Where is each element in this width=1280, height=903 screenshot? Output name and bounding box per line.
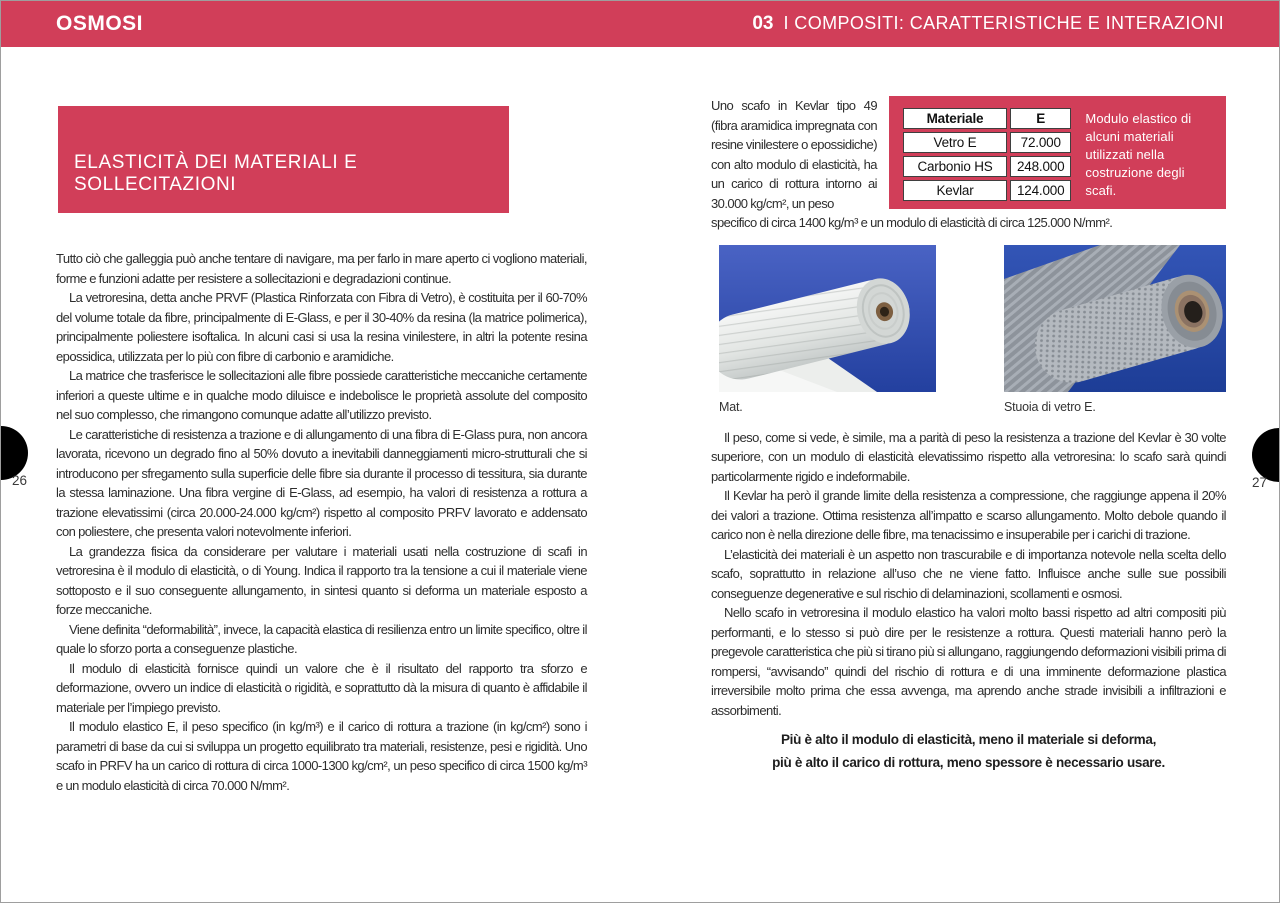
binding-notch-right <box>1252 428 1280 482</box>
paragraph: La vetroresina, detta anche PRVF (Plastica Rinforzata con Fibra di Vetro), è costituita per il 60-70% del volume totale da fibre, principalmente di E-Glass, e per il 30-40% da resina (la matrice polimerica), principalmente poliestere isoftalica. In alcuni casi si usa la resina vinilestere, in altri la potente resina epossidica, utilizzata per lo più con fibre di carbonio e aramidiche. <box>56 290 587 364</box>
figure-row <box>711 245 1226 414</box>
table-header-materiale: Materiale <box>903 108 1007 129</box>
paragraph: Le caratteristiche di resistenza a trazione e di allungamento di una fibra di E-Glass pura, non ancora lavorata, ricevono un degrado fino al 50% dovuto a inevitabili danneggiamenti micro-strutturali che si introducono per sfregamento sulla superficie delle fibre sia durante il processo di tessitura, sia durante la stessa laminazione. Una fibra vergine di E-Glass, ad esempio, ha valori di resistenza a rottura a trazione elevatissimi (circa 20.000-24.000 kg/cm²) rispetto al composito PRFV lavorato e addensato con poliestere, che presenta valori notevolmente inferiori. <box>56 426 587 539</box>
table-header-e: E <box>1010 108 1071 129</box>
paragraph: Viene definita “deformabilità”, invece, la capacità elastica di resilienza entro un limite specifico, oltre il quale lo sforzo porta a conseguenze plastiche. <box>56 621 587 656</box>
paragraph: Il modulo elastico E, il peso specifico (in kg/m³) e il carico di rottura a trazione (in kg/cm²) sono i parametri di base da cui si sviluppa un progetto equilibrato tra materiali, resistenze, pesi e rigidità. Uno scafo in PRFV ha un carico di rottura di circa 1000-1300 kg/cm², un peso specifico di circa 1500 kg/m³ e un modulo elasticità di circa 70.000 N/mm². <box>56 719 587 793</box>
paragraph: Il Kevlar ha però il grande limite della resistenza a compressione, che raggiunge appena il 20% dei valori a trazione. Ottima resistenza all’impatto e scarso allungamento. Molto debole quando il carico non è nella direzione delle fibre, ma tenacissimo e insuperabile per i carichi di trazione. <box>711 488 1226 542</box>
figure-mat <box>719 245 936 414</box>
paragraph: Il modulo di elasticità fornisce quindi un valore che è il risultato del rapporto tra sforzo e deformazione, ovvero un indice di elasticità o rigidità, e soprattutto dà la misura di quanto è affidabile il materiale per l’impiego previsto. <box>56 660 587 715</box>
table-header-row <box>903 108 1071 129</box>
mat-roll-photo <box>719 245 936 392</box>
paragraph: La grandezza fisica da considerare per valutare i materiali usati nella costruzione di scafi in vetroresina è il modulo di elasticità, o di Young. Indica il rapporto tra la tensione a cui il materiale viene sottoposto e il suo conseguente allungamento, in sintesi quanto si deforma un materiale esposto a forze meccaniche. <box>56 543 587 617</box>
book-title: OSMOSI <box>56 12 144 35</box>
kevlar-intro-full-line: specifico di circa 1400 kg/m³ e un modulo di elasticità di circa 125.000 N/mm². <box>711 215 1113 230</box>
glass-cloth-roll-photo <box>1004 245 1226 392</box>
chapter-title: I COMPOSITI: CARATTERISTICHE E INTERAZIONI <box>783 13 1224 33</box>
table-cell-value: 72.000 <box>1010 132 1071 153</box>
table-cell-value: 248.000 <box>1010 156 1071 177</box>
table-row <box>903 180 1071 201</box>
paragraph: Tutto ciò che galleggia può anche tentare di navigare, ma per farlo in mare aperto ci vogliono materiali, forme e funzioni adatte per resistere a sollecitazioni e degradazioni continue. <box>56 251 587 286</box>
table-cell-material: Carbonio HS <box>903 156 1007 177</box>
figure-caption: Mat. <box>719 399 743 414</box>
left-page-text-column <box>56 249 587 795</box>
materials-table <box>900 105 1074 204</box>
key-statement <box>711 728 1226 774</box>
page-number-right: 27 <box>1251 475 1267 490</box>
section-title-box <box>58 106 509 213</box>
paragraph: Il peso, come si vede, è simile, ma a parità di peso la resistenza a trazione del Kevlar è 30 volte superiore, con un modulo di elasticità elevatissimo rispetto alla vetroresina: lo scafo sarà quindi particolarmente rigido e indeformabile. <box>711 429 1226 484</box>
paragraph: L’elasticità dei materiali è un aspetto non trascurabile e di importanza notevole nella scelta dello scafo, soprattutto in relazione all’uso che ne viene fatto. Influisce anche sulle sue possibili conseguenze degenerative e sul rischio di delaminazioni, scollamenti e osmosi. <box>711 546 1226 601</box>
kevlar-intro-row <box>711 96 1226 213</box>
table-row <box>903 132 1071 153</box>
chapter-header-bar <box>1 1 1279 47</box>
kevlar-intro-narrow-column: Uno scafo in Kevlar tipo 49 (fibra aramidica impregnata con resine vinilestere o epossidiche) con alto modulo di elasticità, ha un carico di rottura intorno ai 30.000 kg/cm², un peso <box>711 98 877 211</box>
infobox-caption: Modulo elastico di alcuni materiali utilizzati nella costruzione degli scafi. <box>1085 111 1192 198</box>
elastic-modulus-infobox <box>889 96 1226 209</box>
section-title: ELASTICITÀ DEI MATERIALI E SOLLECITAZIONI <box>74 152 358 195</box>
right-page-text-column <box>711 96 1226 774</box>
key-statement-line: Più è alto il modulo di elasticità, meno il materiale si deforma, <box>780 732 1157 747</box>
paragraph: Nello scafo in vetroresina il modulo elastico ha valori molto bassi rispetto ad altri compositi più performanti, e lo stesso si può dire per le resistenze a rottura. Questi materiali hanno però la pregevole caratteristica che più si tirano più si allungano, raggiungendo deformazioni visibili prima di rompersi, “avvisando” quindi del rischio di rottura e di una imminente deformazione plastica irreversibile molto prima che essa avvenga, ma aprendo anche strade invisibili a infiltrazioni e assorbimenti. <box>711 605 1226 718</box>
page-number-left: 26 <box>12 473 28 488</box>
table-cell-value: 124.000 <box>1010 180 1071 201</box>
table-cell-material: Vetro E <box>903 132 1007 153</box>
key-statement-line: più è alto il carico di rottura, meno spessore è necessario usare. <box>772 755 1165 770</box>
paragraph: La matrice che trasferisce le sollecitazioni alle fibre possiede caratteristiche meccaniche certamente inferiori a queste ultime e in qualche modo diluisce e indebolisce le proprietà assolute del composito nel suo complesso, che rimangono comunque adatte all’utilizzo previsto. <box>56 368 587 422</box>
figure-caption: Stuoia di vetro E. <box>1004 399 1096 414</box>
chapter-heading <box>752 13 1224 35</box>
table-cell-material: Kevlar <box>903 180 1007 201</box>
chapter-number: 03 <box>752 13 774 34</box>
table-row <box>903 156 1071 177</box>
right-page-paragraphs <box>711 428 1226 721</box>
figure-stuoia <box>1004 245 1226 414</box>
binding-notch-left <box>0 426 28 480</box>
